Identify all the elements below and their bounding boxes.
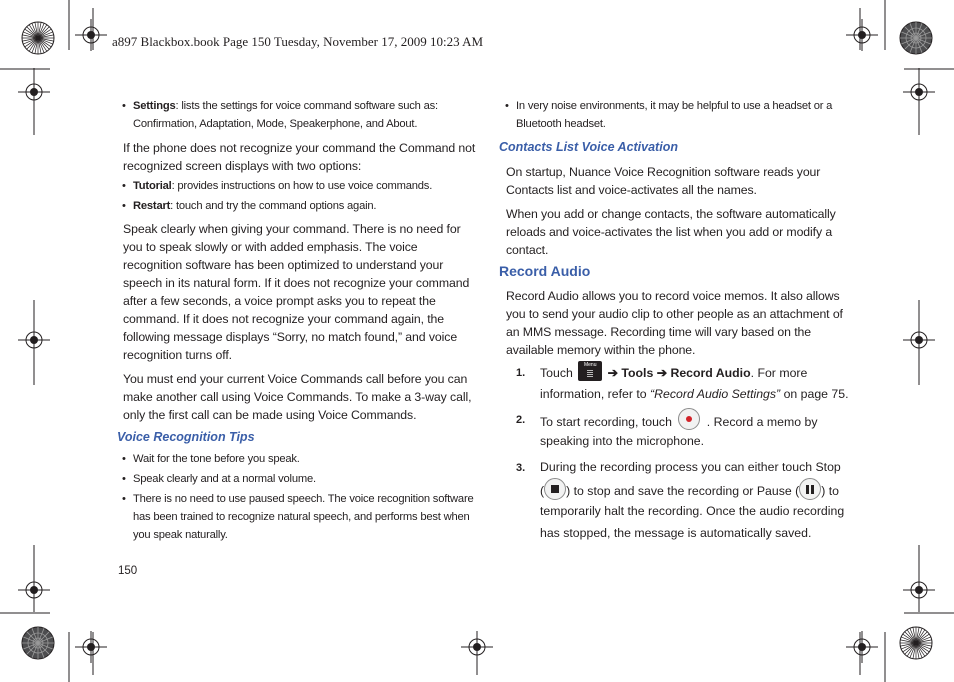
bullet-text: In very noise environments, it may be helpful to use a headset or a xyxy=(516,100,833,112)
paragraph-line: recognized screen displays with two options: xyxy=(123,159,362,173)
paragraph-line: command. If it does not recognize your command again, the xyxy=(123,312,445,326)
step-3-line-4: has stopped, the message is automatically saved. xyxy=(540,526,812,540)
step-number: 2. xyxy=(516,414,526,426)
bullet-restart: • Restart: touch and try the command options again. xyxy=(122,200,377,212)
paragraph-line: speech in its natural form. If it does not recognize your command xyxy=(123,276,470,290)
record-dot-icon xyxy=(686,416,692,422)
step-number: 1. xyxy=(516,367,526,379)
paragraph-line: available memory within the phone. xyxy=(506,343,696,357)
menu-key-label: Menu xyxy=(583,362,597,368)
print-header: a897 Blackbox.book Page 150 Tuesday, November 17, 2009 10:23 AM xyxy=(112,34,484,49)
bullet-text: : provides instructions on how to use voice commands. xyxy=(171,180,433,192)
step-text: on page 75. xyxy=(783,387,849,401)
tip-item: • There is no need to use paused speech. The voice recognition software xyxy=(122,493,474,505)
bullet-label: Restart xyxy=(133,200,171,212)
step-text: information, refer to xyxy=(540,387,647,401)
tip-text-cont: has been trained to recognize natural speech, and performs best when xyxy=(133,511,470,523)
bullet-label: Settings xyxy=(133,100,176,112)
step-1-line-2 xyxy=(540,383,849,405)
tip-item: • Speak clearly and at a normal volume. xyxy=(122,473,316,485)
arrow-icon: ➔ xyxy=(607,366,618,380)
tip-item: • Wait for the tone before you speak. xyxy=(122,453,300,465)
bullet-settings: • Settings: lists the settings for voice command software such as: xyxy=(122,100,438,112)
paragraph-line: Contacts list and voice-activates all the names. xyxy=(506,183,757,197)
bullet-settings-cont: Confirmation, Adaptation, Mode, Speakerphone, and About. xyxy=(133,118,418,130)
stop-button-icon xyxy=(544,478,566,500)
step-3-line-1: During the recording process you can either touch Stop xyxy=(540,460,841,474)
bullet-text: : lists the settings for voice command software such as: xyxy=(175,100,438,112)
page-number: 150 xyxy=(118,565,138,577)
arrow-icon: ➔ xyxy=(656,366,668,380)
paragraph-line: reloads and voice-activates the list when you add or modify a xyxy=(506,225,833,239)
paragraph-line: On startup, Nuance Voice Recognition software reads your xyxy=(506,165,821,179)
bullet-noise: • In very noise environments, it may be helpful to use a headset or a xyxy=(505,100,833,112)
step-text: . For more xyxy=(750,366,808,380)
paragraph-line: following message displays “Sorry, no match found,” and voice xyxy=(123,330,458,344)
paragraph-line: recognition turns off. xyxy=(123,348,232,362)
tip-text-cont: you speak naturally. xyxy=(133,529,228,541)
paragraph-line: you to speak slowly or with added emphasis. The voice xyxy=(123,240,418,254)
paragraph-line: Record Audio allows you to record voice memos. It also allows xyxy=(506,289,840,303)
paragraph-line: When you add or change contacts, the software automatically xyxy=(506,207,836,221)
step-3-line-2 xyxy=(540,478,839,502)
step-number: 3. xyxy=(516,462,526,474)
paragraph-line: you to send your audio clip to other people as an attachment of xyxy=(506,307,843,321)
step-text: . Record a memo by xyxy=(706,415,818,429)
pause-bar-icon xyxy=(811,485,814,494)
pause-bar-icon xyxy=(806,485,809,494)
grid-icon xyxy=(587,369,593,377)
paragraph-line: after a few seconds, a voice prompt asks you to repeat the xyxy=(123,294,436,308)
tip-text: There is no need to use paused speech. The voice recognition software xyxy=(133,493,474,505)
bullet-tutorial: • Tutorial: provides instructions on how to use voice commands. xyxy=(122,180,433,192)
step-text: ) to stop and save the recording or Pause ( xyxy=(566,484,800,498)
paragraph-line: only the first call can be made using Voice Commands. xyxy=(123,408,417,422)
cross-reference: “Record Audio Settings” xyxy=(650,387,781,401)
tip-text: Speak clearly and at a normal volume. xyxy=(133,473,316,485)
paragraph-line: Speak clearly when giving your command. There is no need for xyxy=(123,222,461,236)
tip-text: Wait for the tone before you speak. xyxy=(133,453,300,465)
section-heading-contacts: Contacts List Voice Activation xyxy=(499,140,678,154)
step-text: ) to xyxy=(821,484,839,498)
paragraph-line: You must end your current Voice Commands call before you can xyxy=(123,372,468,386)
step-text: Touch xyxy=(540,366,573,380)
stop-square-icon xyxy=(551,485,559,493)
paragraph-line: recognition software has been optimized to understand your xyxy=(123,258,444,272)
bullet-noise-cont: Bluetooth headset. xyxy=(516,118,606,130)
step-1-line-1 xyxy=(540,361,807,384)
pause-button-icon xyxy=(799,478,821,500)
paragraph-line: an MMS message. Recording time will vary based on the xyxy=(506,325,811,339)
menu-key-icon xyxy=(578,361,602,381)
section-heading-voice-tips: Voice Recognition Tips xyxy=(117,430,255,444)
record-button-icon xyxy=(678,408,700,430)
step-text: ( xyxy=(540,484,545,498)
paragraph-line: contact. xyxy=(506,243,549,257)
step-text: To start recording, touch xyxy=(540,415,672,429)
step-2-line-2: speaking into the microphone. xyxy=(540,434,705,448)
menu-path-tools: Tools xyxy=(621,366,654,380)
paragraph-line: make another call using Voice Commands. To make a 3-way call, xyxy=(123,390,472,404)
bullet-label: Tutorial xyxy=(133,180,172,192)
menu-path-record-audio: Record Audio xyxy=(670,366,751,380)
bullet-text: : touch and try the command options again. xyxy=(170,200,377,212)
paragraph-line: If the phone does not recognize your command the Command not xyxy=(123,141,476,155)
section-heading-record-audio: Record Audio xyxy=(499,263,591,279)
step-3-line-3: temporarily halt the recording. Once the audio recording xyxy=(540,504,845,518)
